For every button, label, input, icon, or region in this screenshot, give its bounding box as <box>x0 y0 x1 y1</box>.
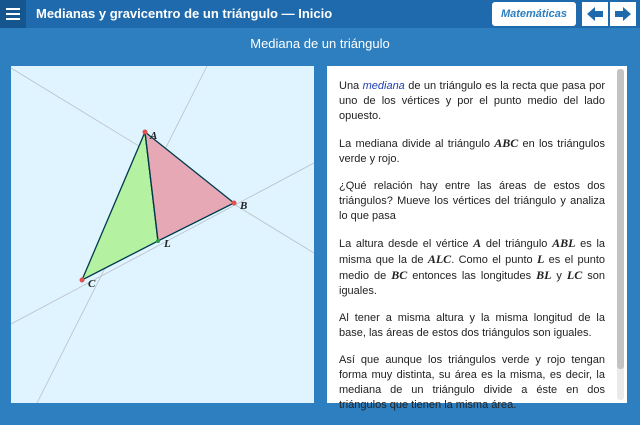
arrow-right-icon <box>615 6 631 22</box>
label-b: B <box>240 200 248 212</box>
red-triangle <box>145 132 234 241</box>
green-triangle <box>82 132 158 280</box>
hamburger-icon[interactable] <box>0 0 26 28</box>
arrow-left-icon <box>587 6 603 22</box>
next-button[interactable] <box>610 2 636 26</box>
vertex-a[interactable] <box>143 130 148 135</box>
paragraph-question: ¿Qué relación hay entre las áreas de estos dos triángulos? Mueve los vértices del triángulo y analiza lo que pasa <box>339 180 605 222</box>
geometry-canvas[interactable] <box>11 66 314 403</box>
term-mediana: mediana <box>362 80 405 92</box>
paragraph-definition: Una mediana de un triángulo es la recta que pasa por uno de los vértices y por el punto medio del lado opuesto. <box>339 80 605 122</box>
scrollbar-thumb[interactable] <box>617 69 624 369</box>
label-l: L <box>164 238 171 250</box>
page-heading: Mediana de un triángulo <box>250 36 390 51</box>
midpoint-l <box>156 239 160 243</box>
subject-badge[interactable]: Matemáticas <box>492 2 576 26</box>
explanation-text <box>339 79 605 425</box>
paragraph-height: La altura desde el vértice A del triángulo ABL es la misma que la de ALC. Como el punto L es el punto medio de BC entonces las longitudes BL y LC son iguales. <box>339 236 606 297</box>
vertex-b[interactable] <box>232 201 237 206</box>
paragraph-conclusion: Así que aunque los triángulos verde y rojo tengan forma muy distinta, su área es la misma, es decir, la mediana de un triángulo divide a éste en dos triángulos que tienen la misma área. <box>339 354 605 411</box>
explanation-panel[interactable] <box>327 66 627 411</box>
paragraph-division: La mediana divide al triángulo ABC en los triángulos verde y rojo. <box>339 136 605 165</box>
app-title: Medianas y gravicentro de un triángulo — Inicio <box>36 6 333 21</box>
label-c: C <box>88 278 96 290</box>
vertex-c[interactable] <box>80 278 85 283</box>
label-a: A <box>150 130 158 142</box>
top-bar <box>0 0 640 28</box>
paragraph-areas: Al tener a misma altura y la misma longitud de la base, las áreas de estos dos triángulos son iguales. <box>339 312 605 339</box>
previous-button[interactable] <box>582 2 608 26</box>
